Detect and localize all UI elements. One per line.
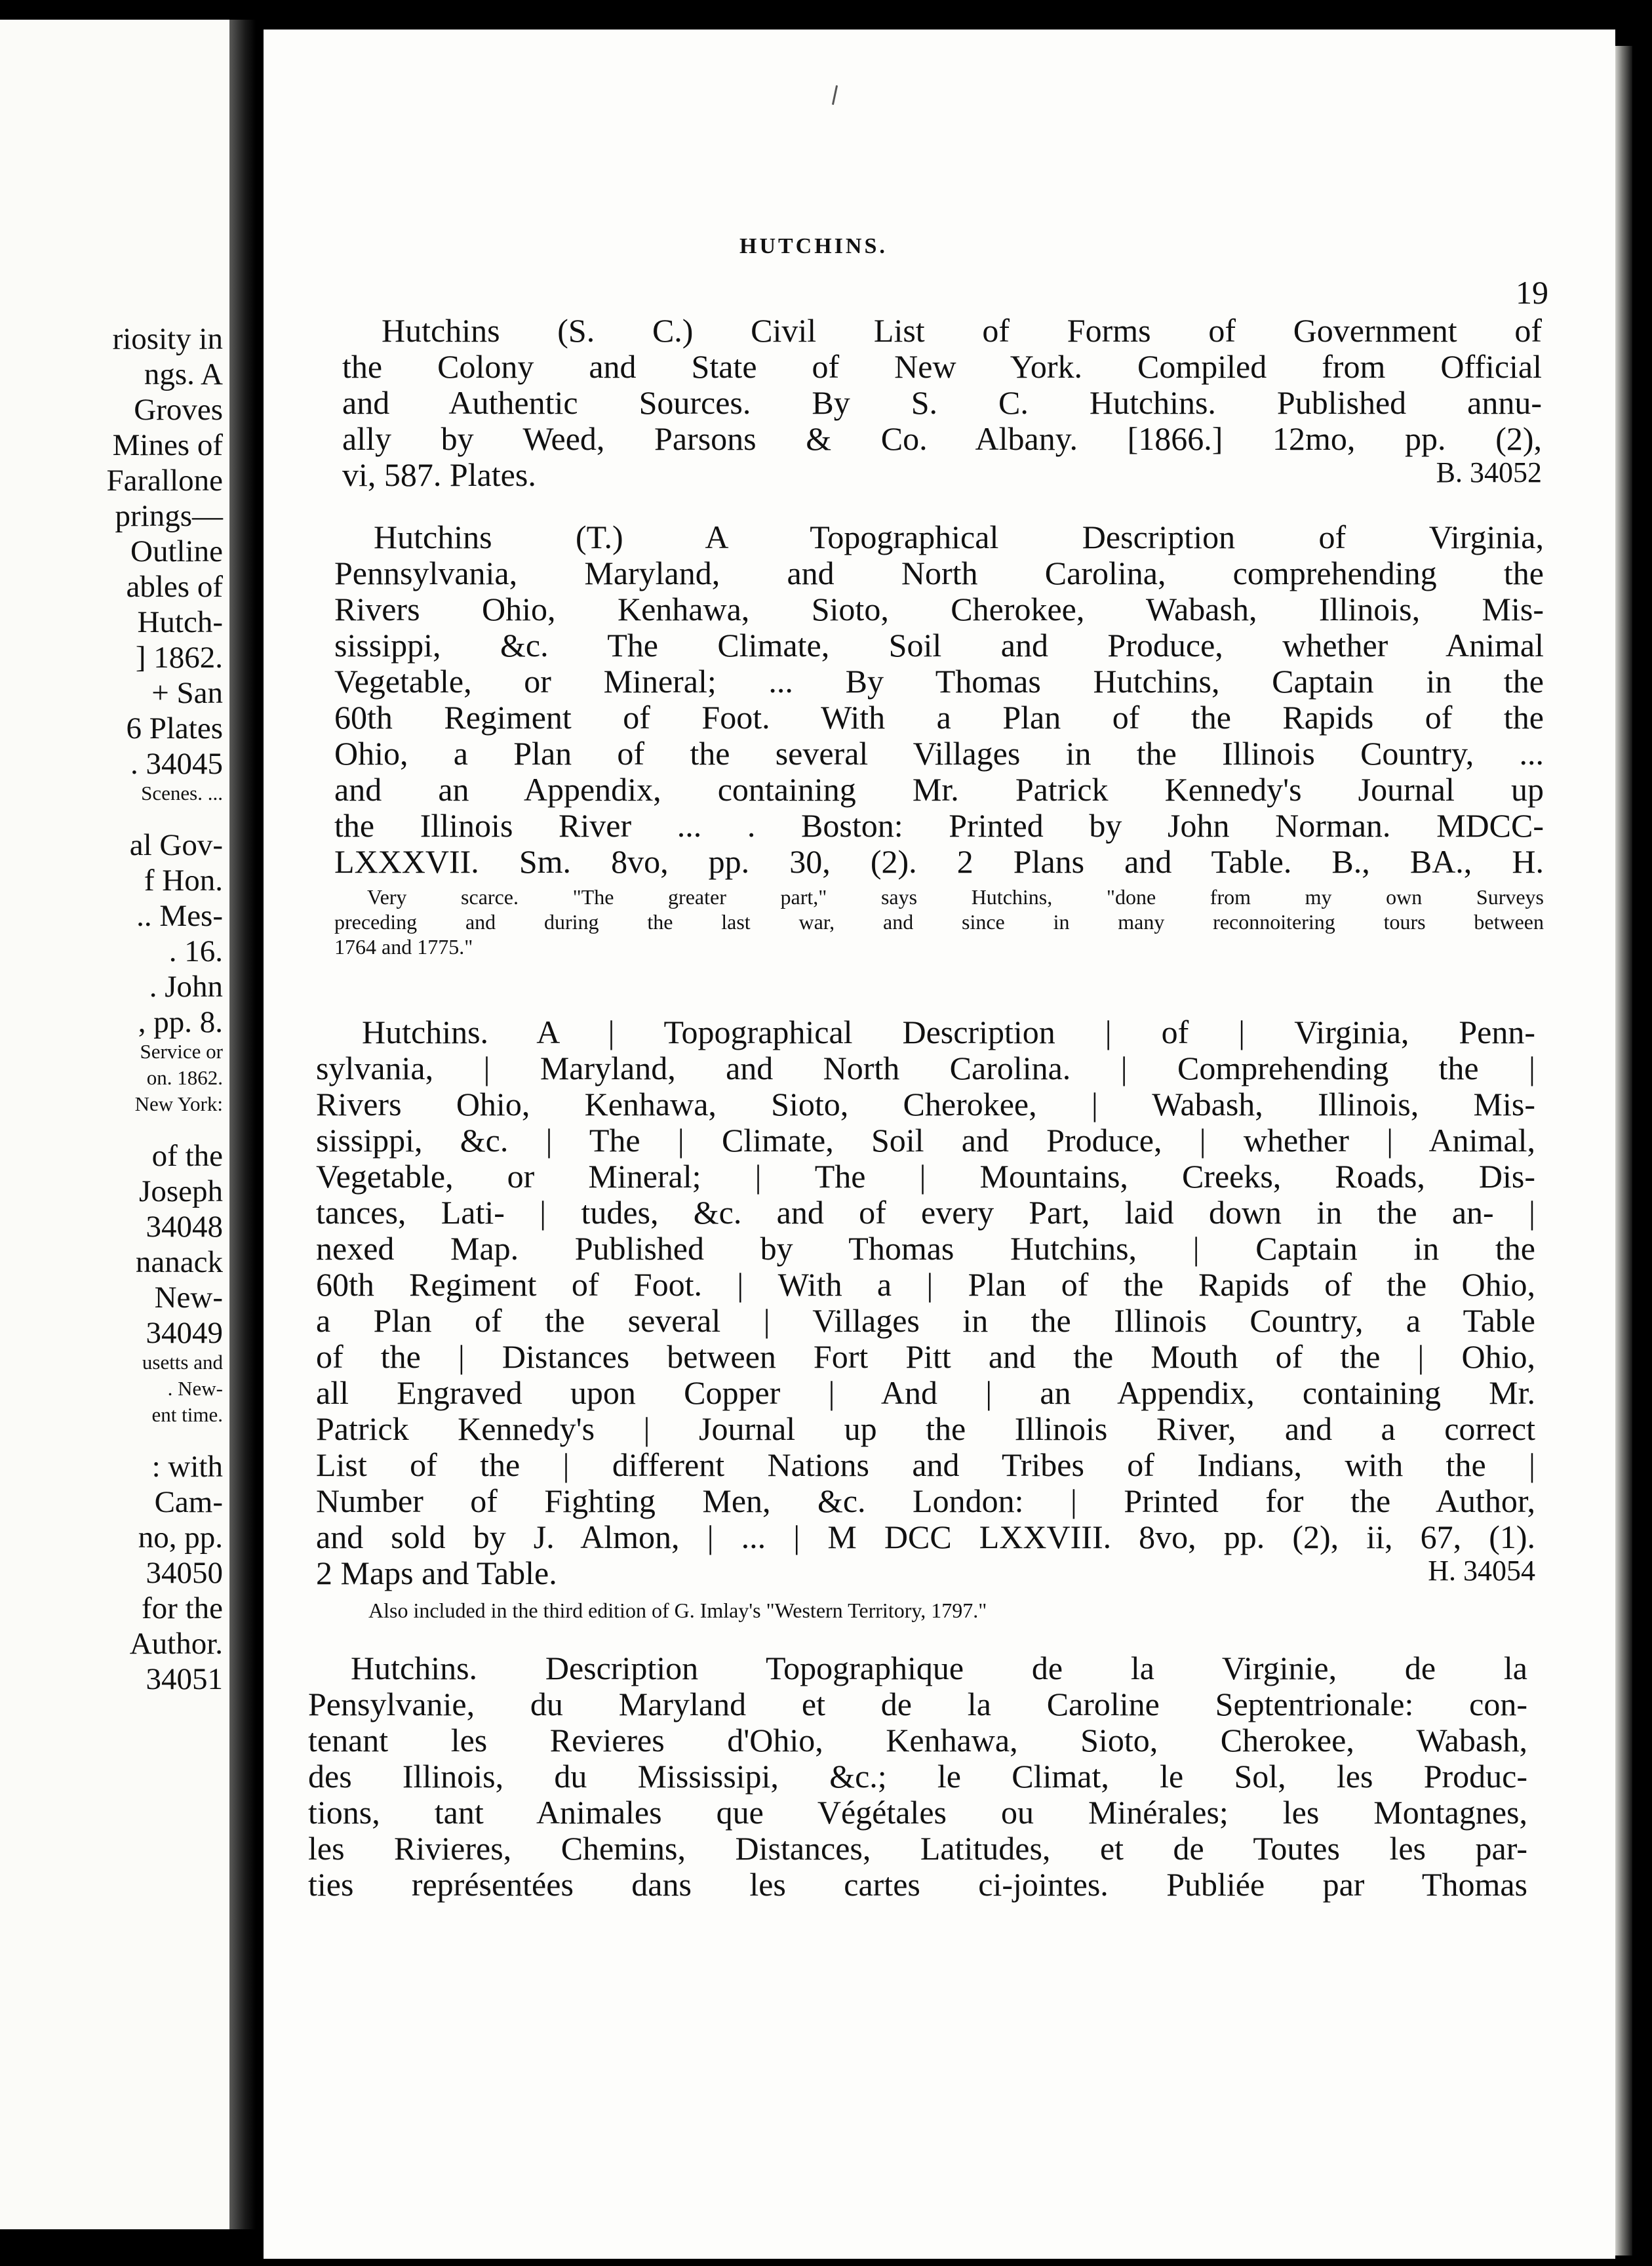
entry-line: Rivers Ohio, Kenhawa, Sioto, Cherokee, | Wabash, Illinois, Mis- — [316, 1086, 1535, 1123]
entry-line: Rivers Ohio, Kenhawa, Sioto, Cherokee, Wabash, Illinois, Mis- — [334, 591, 1544, 627]
left-page-line: al Gov- — [129, 828, 223, 862]
catalog-number: H. 34054 — [1428, 1555, 1535, 1587]
entry-line: List of the | different Nations and Tribes of Indians, with the | — [316, 1446, 1535, 1483]
page-edge — [1615, 46, 1632, 2256]
entry-line: Pensylvanie, du Maryland et de la Caroline Septentrionale: con- — [308, 1686, 1527, 1722]
left-page-line: . John — [149, 970, 223, 1004]
left-page-line: no, pp. — [138, 1521, 223, 1555]
left-page-line: ables of — [126, 570, 223, 604]
left-page-line: riosity in — [112, 322, 223, 356]
note-line: Very scarce. "The greater part," says Hutchins, "done from my own Surveys — [367, 885, 1544, 909]
entry-line: 60th Regiment of Foot. With a Plan of the Rapids of the — [334, 699, 1544, 736]
page-number: 19 — [1516, 274, 1548, 311]
left-page-line: , pp. 8. — [138, 1005, 223, 1039]
entry-line: tances, Lati- | tudes, &c. and of every Part, laid down in the an- | — [316, 1194, 1535, 1231]
left-page-line: : with — [151, 1450, 223, 1484]
entry-line: Ohio, a Plan of the several Villages in the Illinois Country, ... — [334, 735, 1544, 772]
entry-line: a Plan of the several | Villages in the Illinois Country, a Table — [316, 1302, 1535, 1339]
entry-line: the Illinois River ... . Boston: Printed by John Norman. MDCC- — [334, 807, 1544, 844]
note-line: 1764 and 1775." — [334, 935, 473, 959]
entry-line: les Rivieres, Chemins, Distances, Latitudes, et de Toutes les par- — [308, 1830, 1527, 1867]
note-line: Also included in the third edition of G. Imlay's "Western Territory, 1797." — [368, 1599, 987, 1622]
left-page-line: Cam- — [154, 1485, 223, 1519]
left-page-line: 34048 — [146, 1210, 223, 1244]
entry-line: ally by Weed, Parsons & Co. Albany. [1866.] 12mo, pp. (2), — [342, 420, 1542, 457]
left-page-line: Scenes. ... — [141, 782, 223, 805]
left-page-line: Author. — [129, 1627, 223, 1661]
left-page-line: for the — [142, 1591, 223, 1625]
book-gutter — [229, 20, 256, 2229]
left-page-line: prings— — [115, 499, 223, 533]
entry-line: Number of Fighting Men, &c. London: | Printed for the Author, — [316, 1482, 1535, 1519]
main-page — [264, 30, 1615, 2259]
left-page-line: Groves — [134, 393, 223, 427]
left-page-line: on. 1862. — [146, 1066, 223, 1089]
entry-line: des Illinois, du Mississipi, &c.; le Climat, le Sol, les Produc- — [308, 1758, 1527, 1795]
left-page-line: of the — [151, 1139, 223, 1173]
entry-line: the Colony and State of New York. Compiled from Official — [342, 348, 1542, 385]
entry-line: Hutchins (S. C.) Civil List of Forms of Government of — [382, 312, 1542, 349]
left-page-line: Outline — [130, 534, 223, 568]
left-page-line: New- — [154, 1281, 223, 1315]
entry-line: Hutchins. Description Topographique de la Virginie, de la — [351, 1650, 1527, 1686]
left-page-line: Mines of — [112, 428, 223, 462]
entry-line: Vegetable, or Mineral; ... By Thomas Hutchins, Captain in the — [334, 663, 1544, 700]
left-page-line: Service or — [140, 1040, 223, 1063]
left-page-line: ent time. — [151, 1403, 223, 1426]
catalog-number: B. 34052 — [1436, 456, 1542, 488]
left-page-line: usetts and — [142, 1351, 223, 1374]
entry-line: and sold by J. Almon, | ... | M DCC LXXVIII. 8vo, pp. (2), ii, 67, (1). — [316, 1519, 1535, 1555]
left-page-line: f Hon. — [144, 864, 223, 898]
entry-line: sissippi, &c. The Climate, Soil and Produce, whether Animal — [334, 627, 1544, 664]
entry-line: tenant les Revieres d'Ohio, Kenhawa, Sioto, Cherokee, Wabash, — [308, 1722, 1527, 1759]
left-page-line: 34049 — [146, 1316, 223, 1350]
entry-line: and Authentic Sources. By S. C. Hutchins. Published annu- — [342, 384, 1542, 421]
entry-line: LXXXVII. Sm. 8vo, pp. 30, (2). 2 Plans and Table. B., BA., H. — [334, 843, 1544, 880]
entry-line: all Engraved upon Copper | And | an Appendix, containing Mr. — [316, 1374, 1535, 1411]
left-page-line: .. Mes- — [136, 899, 223, 933]
left-page-line: Joseph — [139, 1174, 223, 1208]
left-page-line: New York: — [134, 1092, 223, 1115]
entry-line: Patrick Kennedy's | Journal up the Illinois River, and a correct — [316, 1410, 1535, 1447]
running-head: HUTCHINS. — [739, 234, 888, 258]
left-page-fragment — [0, 20, 229, 2229]
left-page-line: Hutch- — [137, 605, 223, 639]
entry-line: Pennsylvania, Maryland, and North Carolina, comprehending the — [334, 555, 1544, 591]
entry-line: 60th Regiment of Foot. | With a | Plan of the Rapids of the Ohio, — [316, 1266, 1535, 1303]
left-page-line: nanack — [135, 1245, 223, 1279]
entry-line: sissippi, &c. | The | Climate, Soil and Produce, | whether | Animal, — [316, 1122, 1535, 1159]
entry-line: Vegetable, or Mineral; | The | Mountains, Creeks, Roads, Dis- — [316, 1158, 1535, 1195]
left-page-line: 34050 — [146, 1556, 223, 1590]
entry-line: tions, tant Animales que Végétales ou Minérales; les Montagnes, — [308, 1794, 1527, 1831]
entry-line: ties représentées dans les cartes ci-jointes. Publiée par Thomas — [308, 1866, 1527, 1903]
entry-line: vi, 587. Plates. — [342, 456, 536, 493]
entry-line: nexed Map. Published by Thomas Hutchins, | Captain in the — [316, 1230, 1535, 1267]
entry-line: Hutchins. A | Topographical Description | of | Virginia, Penn- — [362, 1014, 1535, 1050]
left-page-line: ] 1862. — [135, 641, 223, 675]
left-page-line: 6 Plates — [126, 711, 223, 745]
pencil-mark — [832, 85, 838, 105]
entry-line: sylvania, | Maryland, and North Carolina. | Comprehending the | — [316, 1050, 1535, 1086]
left-page-line: + San — [151, 676, 223, 710]
entry-line: of the | Distances between Fort Pitt and the Mouth of the | Ohio, — [316, 1338, 1535, 1375]
left-page-line: . 34045 — [130, 747, 223, 781]
left-page-line: ngs. A — [144, 357, 223, 391]
entry-line: and an Appendix, containing Mr. Patrick Kennedy's Journal up — [334, 771, 1544, 808]
left-page-line: 34051 — [146, 1662, 223, 1696]
entry-line: Hutchins (T.) A Topographical Description of Virginia, — [374, 519, 1544, 555]
left-page-line: Farallone — [106, 464, 223, 498]
note-line: preceding and during the last war, and since in many reconnoitering tours between — [334, 910, 1544, 934]
entry-line: 2 Maps and Table. — [316, 1555, 557, 1591]
left-page-line: . New- — [167, 1377, 223, 1400]
left-page-line: . 16. — [168, 934, 223, 968]
